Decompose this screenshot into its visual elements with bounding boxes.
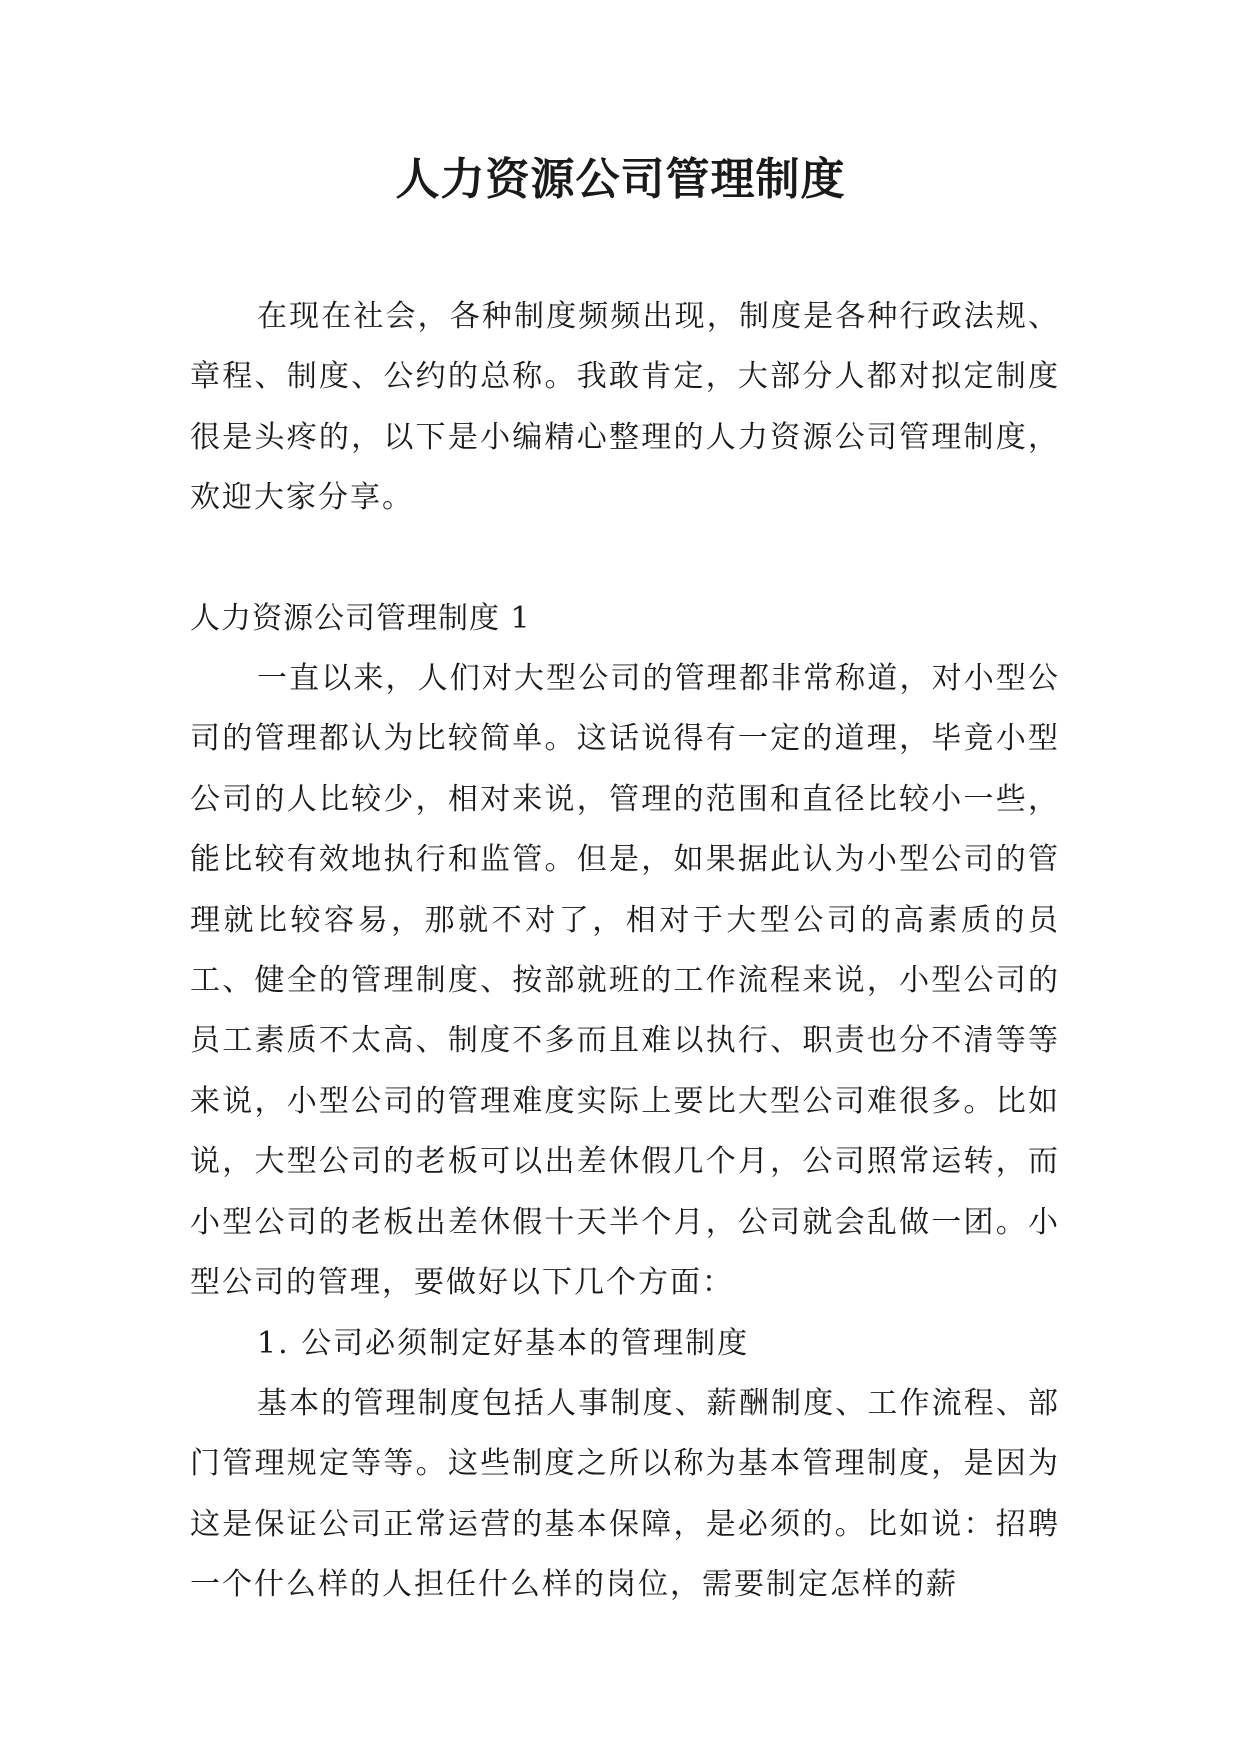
section-heading: 人力资源公司管理制度 1 [190, 600, 531, 636]
document-title: 人力资源公司管理制度 [395, 154, 846, 205]
intro-paragraph: 在现在社会，各种制度频频出现，制度是各种行政法规、章程、制度、公约的总称。我敢肯定，大部分人都对拟定制度很是头疼的，以下是小编精心整理的人力资源公司管理制度，欢迎大家分享。 [190, 299, 1060, 516]
item-1-heading: 1. 公司必须制定好基本的管理制度 [257, 1325, 750, 1361]
body-paragraph-2: 基本的管理制度包括人事制度、薪酬制度、工作流程、部门管理规定等等。这些制度之所以称为基本管理制度，是因为这是保证公司正常运营的基本保障，是必须的。比如说：招聘一个什么样的人担任什么样的岗位，需要制定怎样的薪 [190, 1385, 1060, 1603]
body-paragraph-1: 一直以来，人们对大型公司的管理都非常称道，对小型公司的管理都认为比较简单。这话说得有一定的道理，毕竟小型公司的人比较少，相对来说，管理的范围和直径比较小一些，能比较有效地执行和监管。但是，如果据此认为小型公司的管理就比较容易，那就不对了，相对于大型公司的高素质的员工、健全的管理制度、按部就班的工作流程来说，小型公司的员工素质不太高、制度不多而且难以执行、职责也分不清等等来说，小型公司的管理难度实际上要比大型公司难很多。比如说，大型公司的老板可以出差休假几个月，公司照常运转，而小型公司的老板出差休假十天半个月，公司就会乱做一团。小型公司的管理，要做好以下几个方面： [190, 661, 1060, 1301]
document-body [190, 287, 1060, 1616]
